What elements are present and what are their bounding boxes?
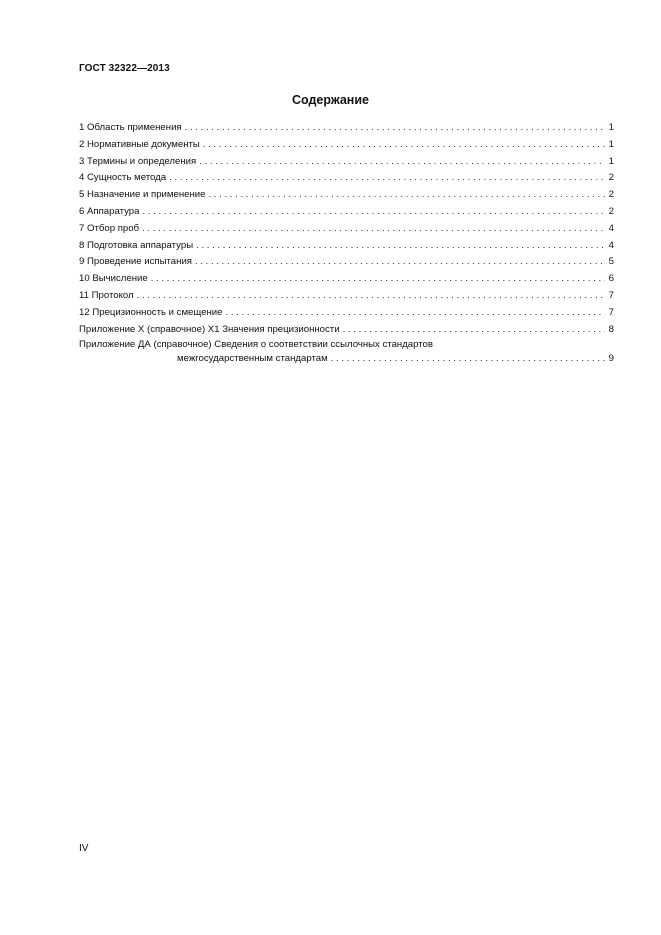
toc-item-page: 1 — [608, 138, 614, 150]
toc-item-page: 7 — [608, 306, 614, 318]
toc-item-text: 5 Назначение и применение — [79, 189, 206, 201]
toc-item-page: 4 — [608, 239, 614, 251]
toc-leader-dots — [343, 322, 605, 339]
toc-item-text: 4 Сущность метода — [79, 172, 167, 184]
toc-item[interactable] — [79, 154, 614, 171]
toc-item-text: 10 Вычисление — [79, 273, 148, 285]
toc-leader-dots — [199, 154, 605, 171]
toc-item[interactable] — [79, 221, 614, 238]
toc-leader-dots — [208, 187, 605, 204]
toc-item-text: 8 Подготовка аппаратуры — [79, 239, 194, 251]
toc-leader-dots — [203, 137, 605, 154]
toc-leader-dots — [142, 204, 605, 221]
toc-item-text: Приложение ДА (справочное) Сведения о соответствии ссылочных стандартов — [79, 339, 433, 351]
toc-leader-dots — [169, 170, 605, 187]
toc-item[interactable] — [79, 322, 614, 339]
toc-leader-dots — [226, 305, 605, 322]
toc-item[interactable] — [79, 288, 614, 305]
toc-item-text: 12 Прецизионность и смещение — [79, 306, 223, 318]
toc-item[interactable] — [79, 238, 614, 255]
toc-title: Содержание — [291, 93, 369, 107]
toc-item-page: 1 — [608, 122, 614, 133]
toc-item-page: 9 — [608, 353, 614, 365]
toc-item-page: 5 — [608, 256, 614, 268]
toc-item-text: 7 Отбор проб — [79, 222, 140, 234]
toc-item-text: Приложение X (справочное) X1 Значения прецизионности — [79, 323, 340, 335]
toc-item-page: 4 — [608, 222, 614, 234]
toc-item-appendix-da[interactable] — [79, 338, 614, 366]
toc-item-page: 2 — [608, 205, 614, 217]
toc-item-page: 2 — [608, 172, 614, 184]
toc-item[interactable] — [79, 170, 614, 187]
toc-leader-dots — [331, 352, 605, 366]
toc-item-text: 2 Нормативные документы — [79, 138, 200, 150]
toc-item-page: 2 — [608, 189, 614, 201]
toc-leader-dots — [195, 254, 605, 271]
toc-item-page: 6 — [608, 273, 614, 285]
toc-leader-dots — [142, 221, 605, 238]
toc-item-text: 6 Аппаратура — [79, 205, 140, 217]
standard-designation: ГОСТ 32322—2013 — [79, 63, 170, 74]
toc-item-text-continued: межгосударственным стандартам — [177, 353, 328, 365]
page-number: IV — [79, 843, 89, 854]
toc-item[interactable] — [79, 187, 614, 204]
toc-item-text: 1 Область применения — [79, 122, 182, 133]
toc-item[interactable] — [79, 271, 614, 288]
toc-leader-dots — [196, 238, 605, 255]
toc-item[interactable] — [79, 204, 614, 221]
toc-item-text: 9 Проведение испытания — [79, 256, 192, 268]
toc-item[interactable] — [79, 137, 614, 154]
toc-item-page: 8 — [608, 323, 614, 335]
table-of-contents — [79, 120, 614, 366]
toc-item-text: 11 Протокол — [79, 289, 134, 301]
toc-item-page: 7 — [608, 289, 614, 301]
toc-leader-dots — [185, 120, 605, 137]
toc-leader-dots — [151, 271, 605, 288]
toc-item[interactable] — [79, 254, 614, 271]
toc-item-page: 1 — [608, 155, 614, 167]
toc-item[interactable] — [79, 305, 614, 322]
toc-item[interactable] — [79, 120, 614, 137]
toc-leader-dots — [137, 288, 605, 305]
toc-item-text: 3 Термины и определения — [79, 155, 197, 167]
